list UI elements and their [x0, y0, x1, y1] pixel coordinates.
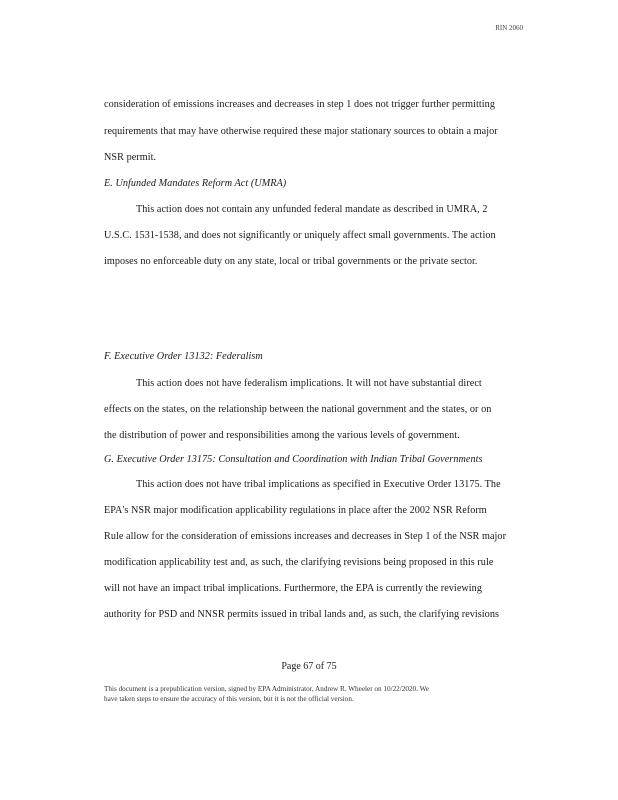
body-line: This action does not contain any unfunded federal mandate as described in UMRA, 2: [136, 204, 488, 215]
section-heading-tribal: G. Executive Order 13175: Consultation and Coordination with Indian Tribal Governments: [104, 454, 483, 465]
body-line: This action does not have tribal implications as specified in Executive Order 13175. The: [136, 479, 501, 490]
body-line: authority for PSD and NNSR permits issued in tribal lands and, as such, the clarifying revisions: [104, 609, 499, 620]
body-line: modification applicability test and, as such, the clarifying revisions being proposed in this rule: [104, 557, 494, 568]
body-line: effects on the states, on the relationship between the national government and the states, or on: [104, 404, 492, 415]
page-number: Page 67 of 75: [281, 661, 337, 672]
body-line: NSR permit.: [104, 152, 157, 163]
disclaimer-line: have taken steps to ensure the accuracy of this version, but it is not the official version.: [104, 695, 354, 703]
section-heading-umra: E. Unfunded Mandates Reform Act (UMRA): [104, 178, 287, 189]
body-line: Rule allow for the consideration of emissions increases and decreases in Step 1 of the NSR major: [104, 531, 507, 542]
body-line: U.S.C. 1531-1538, and does not significantly or uniquely affect small governments. The action: [104, 230, 496, 241]
body-line: This action does not have federalism implications. It will not have substantial direct: [136, 378, 482, 389]
body-line: requirements that may have otherwise required these major stationary sources to obtain a major: [104, 126, 498, 137]
document-id: RIN 2060: [495, 24, 523, 32]
section-heading-federalism: F. Executive Order 13132: Federalism: [104, 351, 263, 362]
body-line: imposes no enforceable duty on any state, local or tribal governments or the private sector.: [104, 256, 478, 267]
body-line: the distribution of power and responsibilities among the various levels of government.: [104, 430, 460, 441]
body-line: consideration of emissions increases and decreases in step 1 does not trigger further permitting: [104, 99, 495, 110]
disclaimer-line: This document is a prepublication version, signed by EPA Administrator, Andrew R. Wheeler on 10/22/2020. We: [104, 685, 429, 693]
body-line: EPA's NSR major modification applicability regulations in place after the 2002 NSR Reform: [104, 505, 487, 516]
body-line: will not have an impact tribal implications. Furthermore, the EPA is currently the reviewing: [104, 583, 482, 594]
